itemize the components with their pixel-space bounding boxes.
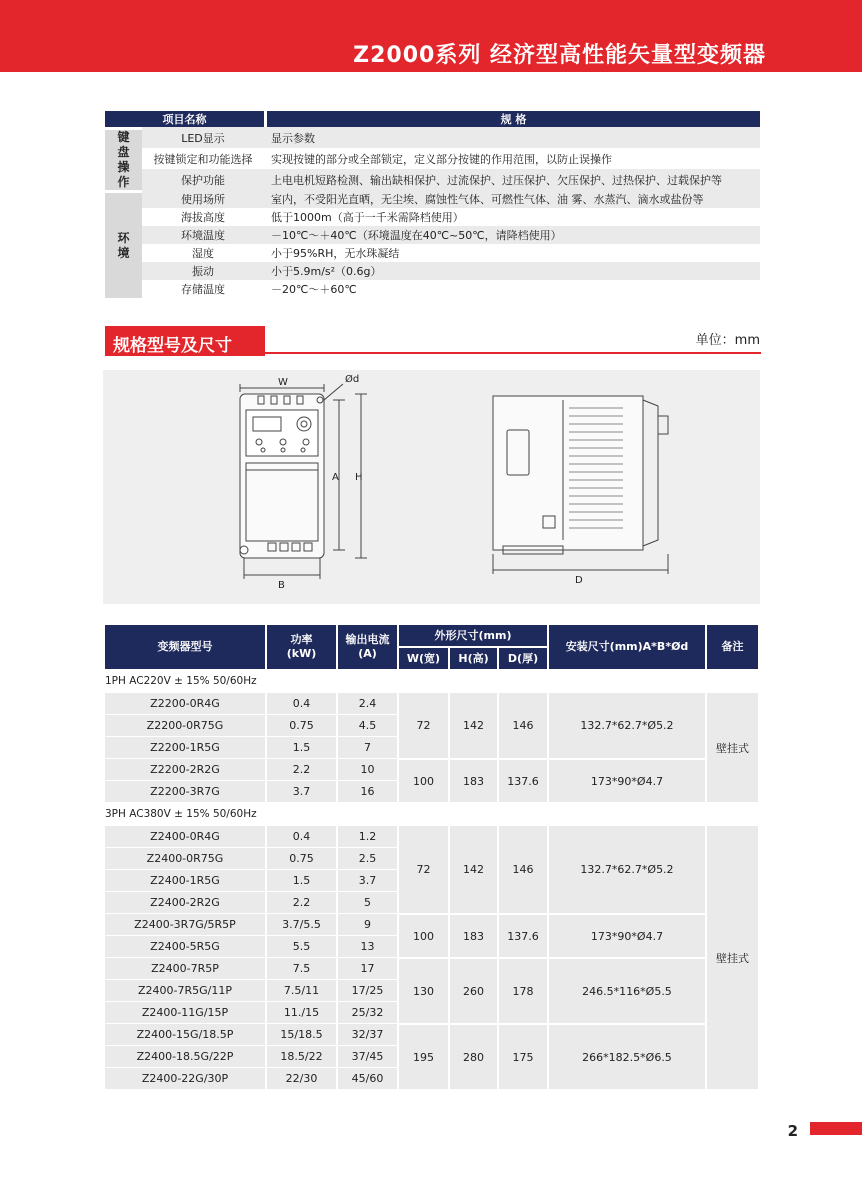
label-b: B bbox=[278, 580, 285, 591]
label-d-hole: Ød bbox=[345, 374, 360, 385]
label-a: A bbox=[332, 472, 339, 483]
cell-h: 183 bbox=[448, 758, 497, 802]
side-view bbox=[493, 396, 668, 574]
cell-model: Z2400-3R7G/5R5P bbox=[105, 913, 265, 935]
spec-item-value: －10℃～＋40℃（环境温度在40℃~50℃，请降档使用） bbox=[264, 226, 760, 244]
cell-power: 11./15 bbox=[265, 1001, 336, 1023]
col-model: 变频器型号 bbox=[105, 625, 265, 669]
cell-power: 7.5 bbox=[265, 957, 336, 979]
spec-item-name: 按键锁定和功能选择 bbox=[153, 152, 253, 166]
spec-item-name: 存储温度 bbox=[181, 283, 225, 296]
voltage-section-label: 3PH AC380V ± 15% 50/60Hz bbox=[105, 802, 758, 826]
cell-install: 173*90*Ø4.7 bbox=[547, 758, 705, 802]
cell-power: 0.75 bbox=[265, 847, 336, 869]
cell-current: 13 bbox=[336, 935, 397, 957]
cell-current: 2.4 bbox=[336, 693, 397, 714]
cell-power: 22/30 bbox=[265, 1067, 336, 1089]
cell-current: 16 bbox=[336, 780, 397, 802]
spec-item-name: 海拔高度 bbox=[181, 211, 225, 224]
spec-item-name: 湿度 bbox=[192, 247, 214, 260]
cell-w: 72 bbox=[397, 826, 448, 913]
spec-category: 键盘操作 bbox=[105, 127, 142, 190]
spec-row bbox=[105, 280, 760, 298]
spec-row bbox=[105, 127, 760, 148]
cell-current: 9 bbox=[336, 913, 397, 935]
spec-item-value: 低于1000m（高于一千米需降档使用） bbox=[271, 211, 464, 224]
spec-item-name: 振动 bbox=[142, 262, 264, 280]
spec-header-spec: 规 格 bbox=[264, 111, 760, 127]
spec-item-value: 小于95%RH，无水珠凝结 bbox=[271, 247, 400, 260]
cell-install: 132.7*62.7*Ø5.2 bbox=[547, 693, 705, 758]
cell-power: 1.5 bbox=[265, 869, 336, 891]
spec-row bbox=[105, 169, 760, 190]
cell-power: 0.4 bbox=[265, 826, 336, 847]
cell-w: 100 bbox=[397, 913, 448, 957]
voltage-section-row bbox=[105, 802, 758, 826]
cell-model: Z2200-3R7G bbox=[105, 780, 265, 802]
col-install: 安装尺寸(mm)A*B*Ød bbox=[547, 625, 705, 669]
cell-power: 0.4 bbox=[265, 693, 336, 714]
cell-d: 146 bbox=[497, 826, 547, 913]
cell-power: 1.5 bbox=[265, 736, 336, 758]
table-row bbox=[105, 957, 758, 979]
page-title: Z2000系列 经济型高性能矢量型变频器 bbox=[353, 43, 766, 68]
cell-d: 175 bbox=[497, 1023, 547, 1089]
cell-install: 266*182.5*Ø6.5 bbox=[547, 1023, 705, 1089]
col-current bbox=[336, 625, 397, 669]
col-d: D(厚) bbox=[497, 648, 547, 669]
cell-model: Z2400-2R2G bbox=[105, 891, 265, 913]
page-number: 2 bbox=[787, 1122, 798, 1140]
spec-item-name: 使用场所 bbox=[142, 190, 264, 208]
cell-install: 173*90*Ø4.7 bbox=[547, 913, 705, 957]
cell-current: 45/60 bbox=[336, 1067, 397, 1089]
spec-row bbox=[105, 226, 760, 244]
cell-model: Z2400-11G/15P bbox=[105, 1001, 265, 1023]
cell-w: 130 bbox=[397, 957, 448, 1023]
spec-header-item: 项目名称 bbox=[105, 111, 264, 127]
cell-note: 壁挂式 bbox=[705, 693, 758, 802]
unit-label: 单位：mm bbox=[695, 333, 760, 348]
cell-note: 壁挂式 bbox=[705, 826, 758, 1089]
spec-item-name: 环境温度 bbox=[142, 226, 264, 244]
cell-model: Z2400-7R5G/11P bbox=[105, 979, 265, 1001]
cell-current: 7 bbox=[336, 736, 397, 758]
cell-current: 25/32 bbox=[336, 1001, 397, 1023]
cell-model: Z2200-0R4G bbox=[105, 693, 265, 714]
table-row bbox=[105, 826, 758, 847]
spec-row bbox=[105, 148, 760, 169]
spec-category: 环境 bbox=[105, 190, 142, 298]
cell-current: 5 bbox=[336, 891, 397, 913]
cell-d: 137.6 bbox=[497, 913, 547, 957]
cell-h: 142 bbox=[448, 826, 497, 913]
cell-model: Z2200-0R75G bbox=[105, 714, 265, 736]
cell-power: 3.7/5.5 bbox=[265, 913, 336, 935]
spec-item-value: 上电电机短路检测、输出缺相保护、过流保护、过压保护、欠压保护、过热保护、过载保护等 bbox=[264, 169, 760, 190]
cell-current: 37/45 bbox=[336, 1045, 397, 1067]
cell-power: 18.5/22 bbox=[265, 1045, 336, 1067]
cell-model: Z2200-2R2G bbox=[105, 758, 265, 780]
cell-d: 146 bbox=[497, 693, 547, 758]
cell-model: Z2400-15G/18.5P bbox=[105, 1023, 265, 1045]
cell-h: 183 bbox=[448, 913, 497, 957]
cell-current: 10 bbox=[336, 758, 397, 780]
cell-h: 280 bbox=[448, 1023, 497, 1089]
cell-power: 7.5/11 bbox=[265, 979, 336, 1001]
spec-item-name: LED显示 bbox=[142, 127, 264, 148]
label-h: H bbox=[355, 472, 363, 483]
spec-item-name: 保护功能 bbox=[142, 169, 264, 190]
table-row bbox=[105, 693, 758, 714]
spec-item-value: 小于5.9m/s²（0.6g） bbox=[264, 262, 760, 280]
cell-current: 17 bbox=[336, 957, 397, 979]
cell-install: 132.7*62.7*Ø5.2 bbox=[547, 826, 705, 913]
label-d: D bbox=[575, 575, 583, 586]
cell-current: 17/25 bbox=[336, 979, 397, 1001]
col-w: W(宽) bbox=[397, 648, 448, 669]
front-view bbox=[240, 384, 367, 579]
dimension-drawing bbox=[103, 370, 760, 604]
cell-power: 3.7 bbox=[265, 780, 336, 802]
cell-power: 15/18.5 bbox=[265, 1023, 336, 1045]
cell-model: Z2400-5R5G bbox=[105, 935, 265, 957]
cell-current: 2.5 bbox=[336, 847, 397, 869]
col-current-unit: (A) bbox=[358, 647, 377, 660]
cell-power: 2.2 bbox=[265, 891, 336, 913]
spec-row bbox=[105, 190, 760, 208]
cell-current: 1.2 bbox=[336, 826, 397, 847]
spec-row bbox=[105, 262, 760, 280]
col-power-unit: (kW) bbox=[286, 647, 317, 660]
cell-power: 2.2 bbox=[265, 758, 336, 780]
model-table bbox=[105, 625, 758, 1089]
cell-power: 5.5 bbox=[265, 935, 336, 957]
spec-item-value: －20℃～＋60℃ bbox=[271, 283, 357, 296]
cell-w: 72 bbox=[397, 693, 448, 758]
cell-w: 100 bbox=[397, 758, 448, 802]
cell-h: 260 bbox=[448, 957, 497, 1023]
footer-bar bbox=[810, 1122, 862, 1135]
spec-item-value: 室内，不受阳光直晒，无尘埃、腐蚀性气体、可燃性气体、油 雾、水蒸汽、滴水或盐份等 bbox=[264, 190, 760, 208]
cell-h: 142 bbox=[448, 693, 497, 758]
voltage-section-label: 1PH AC220V ± 15% 50/60Hz bbox=[105, 669, 758, 693]
spec-row bbox=[105, 244, 760, 262]
cell-d: 137.6 bbox=[497, 758, 547, 802]
spec-row bbox=[105, 208, 760, 226]
cell-install: 246.5*116*Ø5.5 bbox=[547, 957, 705, 1023]
col-power bbox=[265, 625, 336, 669]
spec-item-value: 显示参数 bbox=[264, 127, 760, 148]
col-power-label: 功率 bbox=[290, 633, 313, 646]
cell-model: Z2400-18.5G/22P bbox=[105, 1045, 265, 1067]
section-title: 规格型号及尺寸 bbox=[113, 336, 232, 356]
col-h: H(高) bbox=[448, 648, 497, 669]
spec-item-value: 实现按键的部分或全部锁定，定义部分按键的作用范围，以防止误操作 bbox=[271, 152, 612, 166]
cell-model: Z2200-1R5G bbox=[105, 736, 265, 758]
voltage-section-row bbox=[105, 669, 758, 693]
cell-current: 32/37 bbox=[336, 1023, 397, 1045]
col-dims: 外形尺寸(mm) bbox=[397, 625, 547, 648]
cell-model: Z2400-7R5P bbox=[105, 957, 265, 979]
label-w: W bbox=[278, 377, 288, 388]
dimension-drawing-panel bbox=[103, 370, 760, 604]
cell-power: 0.75 bbox=[265, 714, 336, 736]
cell-d: 178 bbox=[497, 957, 547, 1023]
table-row bbox=[105, 913, 758, 935]
col-current-label: 输出电流 bbox=[345, 633, 390, 646]
cell-model: Z2400-0R75G bbox=[105, 847, 265, 869]
cell-model: Z2400-0R4G bbox=[105, 826, 265, 847]
col-note: 备注 bbox=[705, 625, 758, 669]
cell-model: Z2400-22G/30P bbox=[105, 1067, 265, 1089]
cell-w: 195 bbox=[397, 1023, 448, 1089]
table-row bbox=[105, 758, 758, 780]
spec-table bbox=[105, 111, 760, 298]
cell-current: 4.5 bbox=[336, 714, 397, 736]
cell-current: 3.7 bbox=[336, 869, 397, 891]
table-row bbox=[105, 1023, 758, 1045]
cell-model: Z2400-1R5G bbox=[105, 869, 265, 891]
